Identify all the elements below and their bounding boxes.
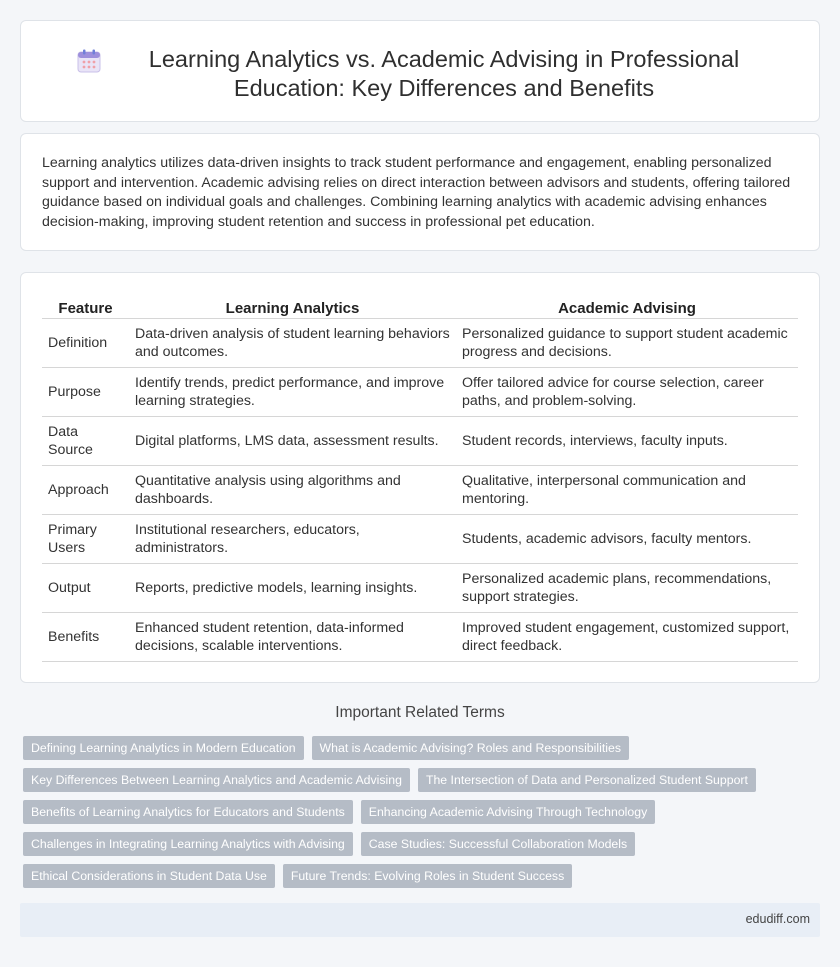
related-terms-list [23, 736, 823, 896]
related-term-tag[interactable]: Future Trends: Evolving Roles in Student Success [283, 864, 572, 888]
related-term-tag[interactable]: Enhancing Academic Advising Through Technology [361, 800, 655, 824]
comparison-table [42, 293, 798, 662]
row-academic-advising: Qualitative, interpersonal communication and mentoring. [456, 466, 798, 515]
related-term-tag[interactable]: The Intersection of Data and Personalized Student Support [418, 768, 756, 792]
column-header-academic-advising: Academic Advising [456, 293, 798, 319]
table-row [42, 417, 798, 466]
row-feature: Definition [42, 319, 129, 368]
site-name[interactable]: edudiff.com [745, 912, 810, 926]
intro-card [20, 133, 820, 251]
row-academic-advising: Improved student engagement, customized support, direct feedback. [456, 613, 798, 662]
row-academic-advising: Students, academic advisors, faculty mentors. [456, 515, 798, 564]
row-feature: Benefits [42, 613, 129, 662]
column-header-feature: Feature [42, 293, 129, 319]
row-learning-analytics: Enhanced student retention, data-informed decisions, scalable interventions. [129, 613, 456, 662]
row-learning-analytics: Institutional researchers, educators, administrators. [129, 515, 456, 564]
table-row [42, 466, 798, 515]
related-term-tag[interactable]: Key Differences Between Learning Analytics and Academic Advising [23, 768, 410, 792]
related-term-tag[interactable]: Benefits of Learning Analytics for Educators and Students [23, 800, 353, 824]
tag-row [23, 768, 823, 792]
row-academic-advising: Personalized academic plans, recommendations, support strategies. [456, 564, 798, 613]
row-learning-analytics: Digital platforms, LMS data, assessment results. [129, 417, 456, 466]
related-term-tag[interactable]: Challenges in Integrating Learning Analytics with Advising [23, 832, 353, 856]
row-learning-analytics: Data-driven analysis of student learning behaviors and outcomes. [129, 319, 456, 368]
row-feature: Data Source [42, 417, 129, 466]
row-feature: Output [42, 564, 129, 613]
table-row [42, 515, 798, 564]
row-academic-advising: Offer tailored advice for course selection, career paths, and problem-solving. [456, 368, 798, 417]
table-row [42, 368, 798, 417]
row-learning-analytics: Identify trends, predict performance, and improve learning strategies. [129, 368, 456, 417]
row-feature: Purpose [42, 368, 129, 417]
table-row [42, 319, 798, 368]
calendar-icon [76, 48, 102, 74]
footer [20, 903, 820, 937]
tag-row [23, 832, 823, 856]
intro-text: Learning analytics utilizes data-driven insights to track student performance and engagement, enabling personalized support and intervention. Academic advising relies on direct interaction between advisors and students, offering tailored guidance based on individual goals and challenges. Combining learning analytics with academic advising enhances decision-making, improving student retention and success in professional pet education. [42, 155, 791, 230]
row-feature: Primary Users [42, 515, 129, 564]
tag-row [23, 864, 823, 888]
table-row [42, 564, 798, 613]
tag-row [23, 800, 823, 824]
comparison-card [20, 272, 820, 683]
header-card [20, 20, 820, 122]
column-header-learning-analytics: Learning Analytics [129, 293, 456, 319]
row-learning-analytics: Quantitative analysis using algorithms and dashboards. [129, 466, 456, 515]
row-feature: Approach [42, 466, 129, 515]
row-academic-advising: Student records, interviews, faculty inputs. [456, 417, 798, 466]
related-term-tag[interactable]: Defining Learning Analytics in Modern Education [23, 736, 304, 760]
table-header-row [42, 293, 798, 319]
row-learning-analytics: Reports, predictive models, learning insights. [129, 564, 456, 613]
tag-row [23, 736, 823, 760]
related-term-tag[interactable]: What is Academic Advising? Roles and Responsibilities [312, 736, 629, 760]
related-term-tag[interactable]: Ethical Considerations in Student Data Use [23, 864, 275, 888]
related-term-tag[interactable]: Case Studies: Successful Collaboration Models [361, 832, 635, 856]
table-row [42, 613, 798, 662]
page-title: Learning Analytics vs. Academic Advising in Professional Education: Key Differences and Benefits [148, 46, 740, 101]
row-academic-advising: Personalized guidance to support student academic progress and decisions. [456, 319, 798, 368]
related-terms-heading: Important Related Terms [335, 704, 505, 721]
